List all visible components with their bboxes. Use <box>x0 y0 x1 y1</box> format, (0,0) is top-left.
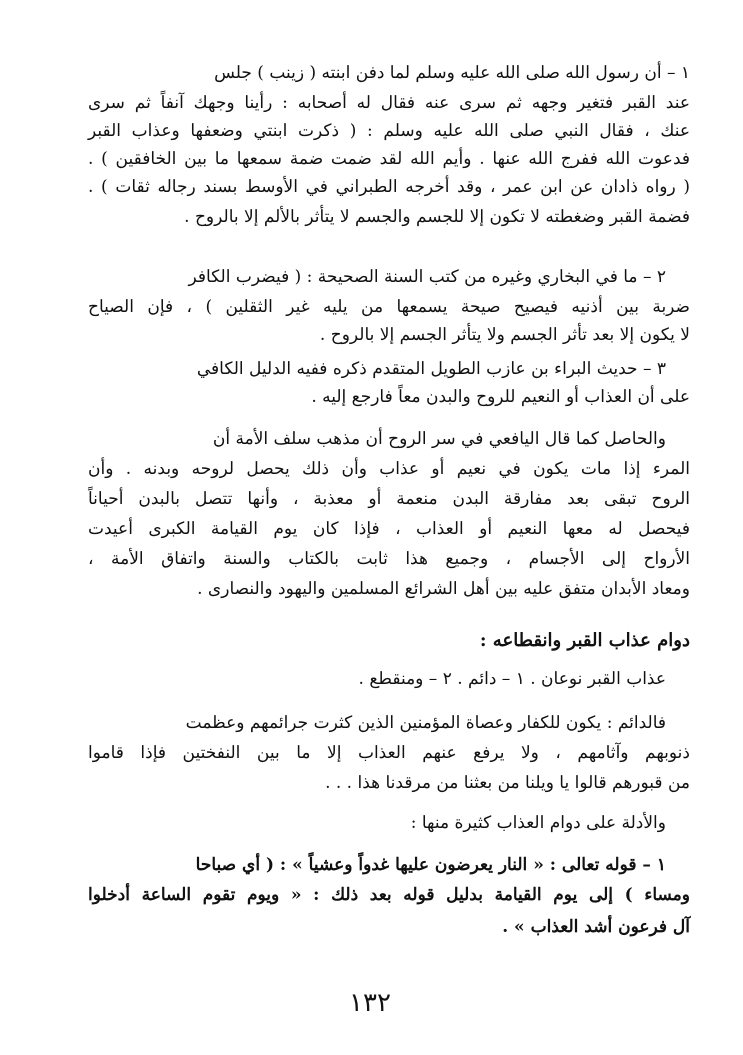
text-line: المرء إذا مات يكون في نعيم أو عذاب وأن ذلك يحصل لروحه وبدنه . وأن <box>88 459 690 479</box>
text-line: ذنوبهم وآثامهم ، ولا يرفع عنهم العذاب إلا ما بين النفختين فإذا قاموا <box>88 743 690 763</box>
text-line: عنك ، فقال النبي صلى الله عليه وسلم : ( ذكرت ابنتي وضعفها وعذاب القبر <box>88 121 690 141</box>
text-line: ٢ – ما في البخاري وغيره من كتب السنة الصحيحة : ( فيضرب الكافر <box>188 267 666 287</box>
text-line: ( رواه ذادان عن ابن عمر ، وقد أخرجه الطبراني في الأوسط بسند رجاله ثقات ) . <box>88 177 690 197</box>
text-line: ١ – أن رسول الله صلى الله عليه وسلم لما دفن ابنته ( زينب ) جلس <box>214 63 690 83</box>
text-line: آل فرعون أشد العذاب » . <box>502 917 690 937</box>
text-line: الأرواح إلى الأجسام ، وجميع هذا ثابت بالكتاب والسنة واتفاق الأمة ، <box>88 549 690 569</box>
text-line: لا يكون إلا بعد تأثر الجسم ولا يتأثر الجسم إلا بالروح . <box>319 325 690 345</box>
text-line: ومساء ) إلى يوم القيامة بدليل قوله بعد ذلك : « ويوم تقوم الساعة أدخلوا <box>88 885 690 905</box>
text-line: فضمة القبر وضغطته لا تكون إلا للجسم والجسم لا يتأثر بالألم إلا بالروح . <box>184 207 690 227</box>
text-line: عند القبر فتغير وجهه ثم سرى عنه فقال له أصحابه : رأينا وجهك آنفاً ثم سرى <box>88 93 691 113</box>
section-heading: دوام عذاب القبر وانقطاعه : <box>479 630 690 651</box>
text-line: ضربة بين أذنيه فيصيح صيحة يسمعها من يليه غير الثقلين ) ، فإن الصياح <box>88 297 690 317</box>
text-line: والحاصل كما قال اليافعي في سر الروح أن مذهب سلف الأمة أن <box>212 429 666 449</box>
text-line: والأدلة على دوام العذاب كثيرة منها : <box>410 813 666 833</box>
text-line: عذاب القبر نوعان . ١ – دائم . ٢ – ومنقطع . <box>358 669 666 689</box>
text-line: ١ – قوله تعالى : « النار يعرضون عليها غدواً وعشياً » : ( أي صباحا <box>195 855 666 875</box>
text-line: على أن العذاب أو النعيم للروح والبدن معاً فارجع إليه . <box>311 387 690 407</box>
text-line: ومعاد الأبدان متفق عليه بين أهل الشرائع المسلمين واليهود والنصارى . <box>197 579 690 599</box>
text-line: الروح تبقى بعد مفارقة البدن منعمة أو معذبة ، وأنها تتصل بالبدن أحياناً <box>88 489 690 509</box>
text-line: ٣ – حديث البراء بن عازب الطويل المتقدم ذكره ففيه الدليل الكافي <box>196 359 666 379</box>
text-line: فيحصل له معها النعيم أو العذاب ، فإذا كان يوم القيامة الكبرى أعيدت <box>88 519 690 539</box>
text-line: فالدائم : يكون للكفار وعصاة المؤمنين الذين كثرت جرائمهم وعظمت <box>185 713 666 733</box>
text-line: فدعوت الله ففرج الله عنها . وأيم الله لقد ضمت ضمة سمعها ما بين الخافقين ) . <box>88 149 690 169</box>
text-line: من قبورهم قالوا يا ويلنا من بعثنا من مرقدنا هذا . . . <box>325 773 690 793</box>
page-number: ١٣٢ <box>349 988 391 1018</box>
